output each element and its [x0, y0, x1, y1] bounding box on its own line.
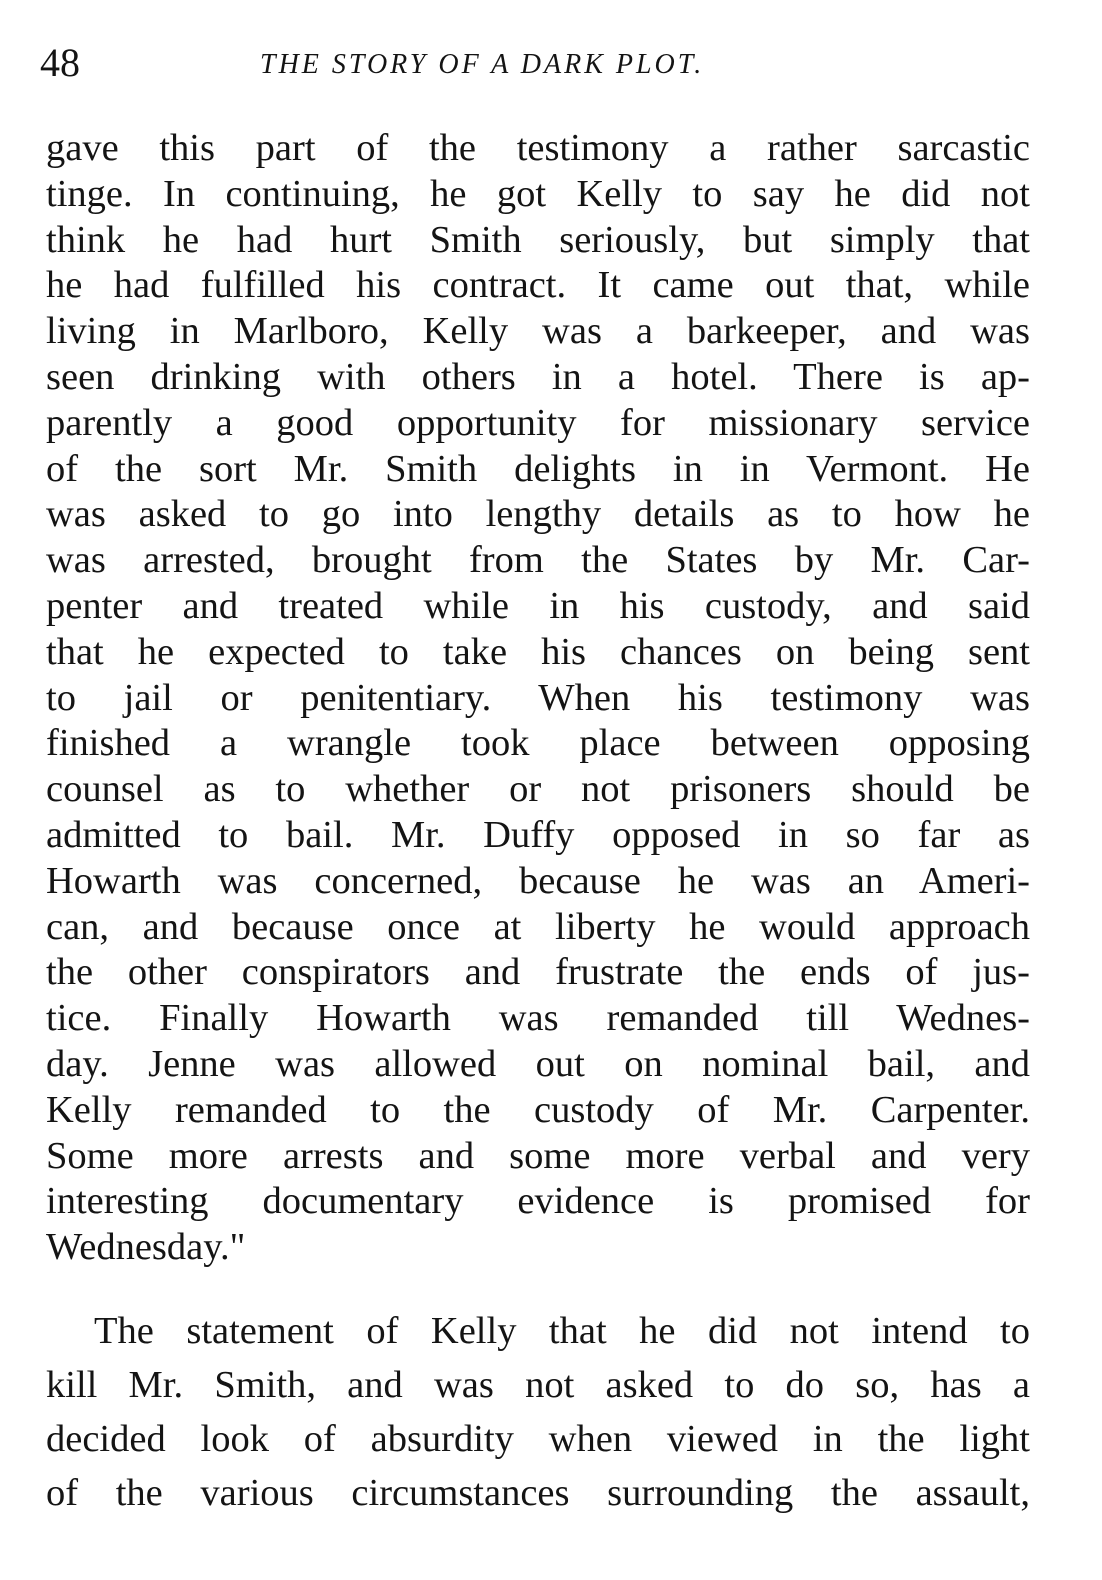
text-line: Kelly remanded to the custody of Mr. Carpenter.	[46, 1088, 1030, 1131]
text-line: of the various circumstances surrounding the assault,	[46, 1472, 1030, 1514]
text-line: to jail or penitentiary. When his testimony was	[46, 676, 1030, 719]
text-line: decided look of absurdity when viewed in the light	[46, 1418, 1030, 1460]
text-line: he had fulfilled his contract. It came out that, while	[46, 264, 1030, 307]
text-line: tinge. In continuing, he got Kelly to say he did not	[46, 172, 1030, 215]
text-line: kill Mr. Smith, and was not asked to do so, has a	[46, 1364, 1030, 1406]
text-line: can, and because once at liberty he would approach	[46, 905, 1030, 948]
text-line: The statement of Kelly that he did not intend to	[94, 1310, 1030, 1352]
text-line: living in Marlboro, Kelly was a barkeeper, and was	[46, 310, 1030, 353]
text-line: counsel as to whether or not prisoners should be	[46, 768, 1030, 811]
running-title: THE STORY OF A DARK PLOT.	[260, 49, 705, 80]
text-line: tice. Finally Howarth was remanded till Wednes-	[46, 997, 1030, 1040]
text-line: was arrested, brought from the States by Mr. Car-	[46, 539, 1030, 582]
text-line: Some more arrests and some more verbal and very	[46, 1134, 1030, 1177]
text-line: of the sort Mr. Smith delights in in Vermont. He	[46, 447, 1030, 490]
text-line: that he expected to take his chances on being sent	[46, 630, 1030, 673]
text-line: interesting documentary evidence is promised for	[46, 1180, 1030, 1223]
text-line: Wednesday."	[46, 1226, 246, 1269]
page-header	[40, 38, 1030, 88]
text-line: day. Jenne was allowed out on nominal bail, and	[46, 1042, 1030, 1085]
text-line: think he had hurt Smith seriously, but simply that	[46, 218, 1030, 261]
text-line: gave this part of the testimony a rather sarcastic	[46, 127, 1030, 169]
text-line: parently a good opportunity for missionary service	[46, 401, 1030, 444]
text-line: the other conspirators and frustrate the ends of jus-	[46, 951, 1030, 994]
text-line: was asked to go into lengthy details as to how he	[46, 493, 1030, 536]
paragraph-1	[46, 126, 1030, 1271]
text-line: admitted to bail. Mr. Duffy opposed in so far as	[46, 813, 1030, 856]
text-line: Howarth was concerned, because he was an Ameri-	[46, 859, 1030, 902]
text-line: penter and treated while in his custody, and said	[46, 584, 1030, 627]
text-line: seen drinking with others in a hotel. There is ap-	[46, 355, 1030, 398]
paragraph-2	[46, 1304, 1030, 1520]
page-number: 48	[40, 40, 80, 85]
text-line: finished a wrangle took place between opposing	[46, 722, 1030, 765]
